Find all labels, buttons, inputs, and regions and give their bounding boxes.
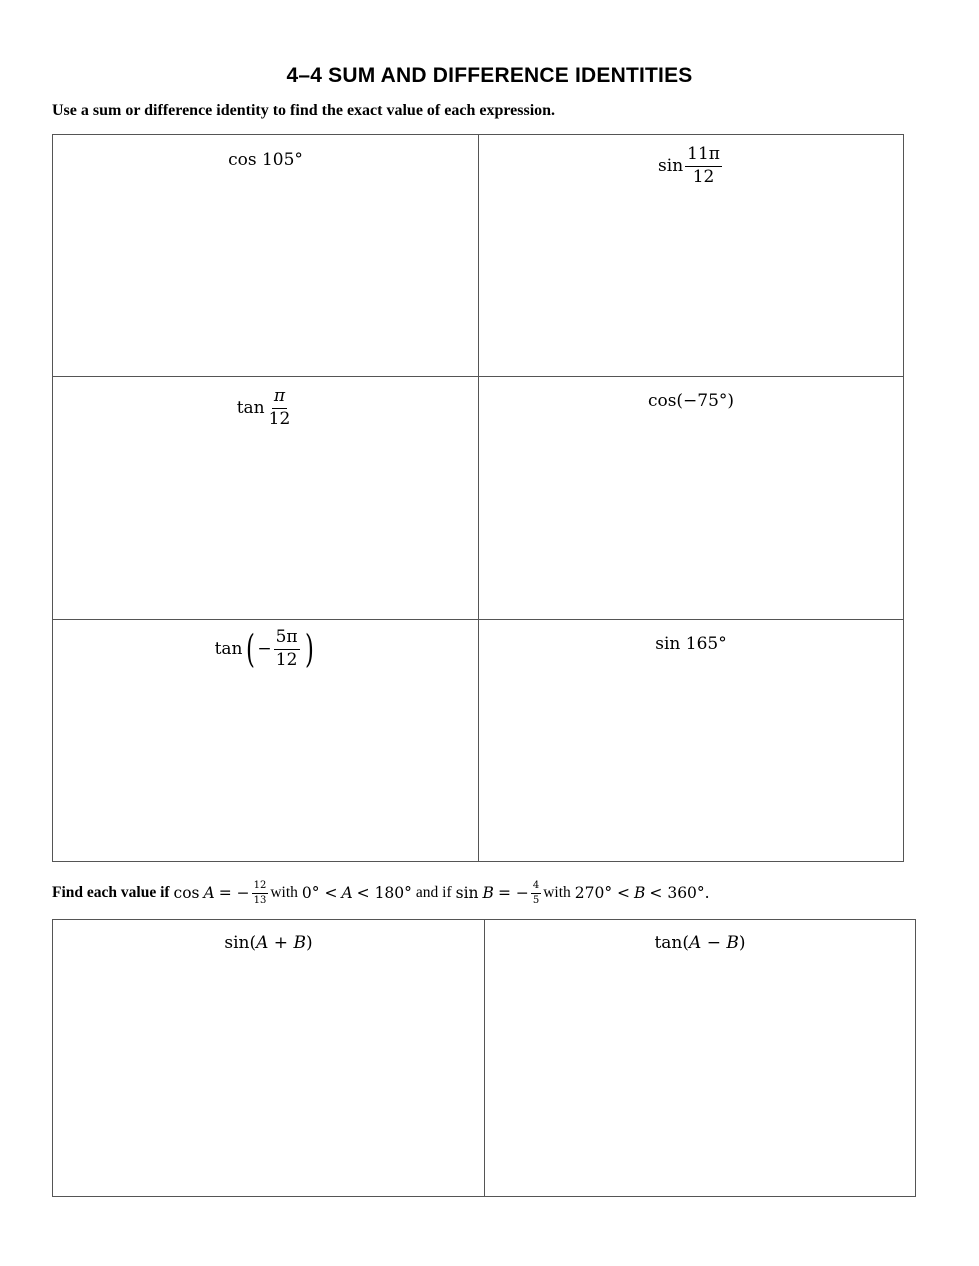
problem-6-arg: 165° <box>685 634 727 654</box>
question-1-close: ) <box>305 933 313 953</box>
question-cell-2[interactable] <box>485 920 916 1197</box>
range-b-right: < 360°. <box>649 884 710 902</box>
problem-5-minus: − <box>257 639 272 660</box>
and-if: and if <box>415 884 452 901</box>
problem-cell-4[interactable] <box>479 377 904 620</box>
range-a-right: < 180° <box>356 884 412 902</box>
var-b-range: B <box>634 884 646 902</box>
problem-1-arg: 105° <box>261 150 303 170</box>
var-a: A <box>203 884 215 902</box>
problem-5-denominator: 12 <box>275 649 298 670</box>
cos-a-lhs: cos <box>173 884 200 902</box>
problem-cell-1[interactable] <box>53 135 479 377</box>
with-2: with <box>543 884 571 901</box>
problem-5-right-paren: ) <box>304 627 314 672</box>
sin-b-denominator: 5 <box>532 894 540 906</box>
problem-6-fn: sin <box>655 634 681 654</box>
sin-b-equals: = − <box>497 884 529 902</box>
cos-a-numerator: 12 <box>252 880 269 894</box>
section-2-lead: Find each value if <box>52 884 170 901</box>
question-2-a: A <box>689 933 702 953</box>
problem-cell-3[interactable] <box>53 377 479 620</box>
problem-1-fn: cos <box>228 150 257 170</box>
question-1-b: B <box>293 933 306 953</box>
problem-cell-6[interactable] <box>479 620 904 862</box>
section-2-prompt <box>52 880 710 906</box>
range-b-left: 270° < <box>574 884 631 902</box>
question-2-b: B <box>726 933 739 953</box>
cos-a-denominator: 13 <box>253 894 267 906</box>
problem-3-fn: tan <box>236 398 265 419</box>
question-2-close: ) <box>738 933 746 953</box>
question-2-fn: tan( <box>654 933 690 953</box>
cos-a-fraction <box>252 880 269 906</box>
page-title: 4–4 SUM AND DIFFERENCE IDENTITIES <box>286 64 693 87</box>
problem-2-fraction <box>685 145 722 187</box>
question-1-fn: sin( <box>224 933 257 953</box>
problem-2-numerator: 11π <box>685 145 722 167</box>
sin-b-lhs: sin <box>455 884 479 902</box>
problem-3-denominator: 12 <box>268 408 291 429</box>
question-1-a: A <box>256 933 269 953</box>
problem-3-fraction <box>267 387 293 429</box>
problem-grid <box>52 134 904 862</box>
question-1-op: + <box>268 933 294 953</box>
sin-b-numerator: 4 <box>531 880 541 894</box>
problem-5-fn: tan <box>214 639 243 660</box>
var-b: B <box>482 884 494 902</box>
var-a-range: A <box>341 884 353 902</box>
question-2-op: − <box>701 933 727 953</box>
problem-5-fraction <box>274 628 300 670</box>
problem-5-left-paren: ( <box>245 627 255 672</box>
cos-a-equals: = − <box>218 884 250 902</box>
sin-b-fraction <box>531 880 541 906</box>
problem-2-denominator: 12 <box>692 166 715 187</box>
problem-cell-2[interactable] <box>479 135 904 377</box>
section-2-grid <box>52 919 916 1197</box>
problem-cell-5[interactable] <box>53 620 479 862</box>
with-1: with <box>270 884 298 901</box>
question-cell-1[interactable] <box>53 920 485 1197</box>
problem-3-numerator: π <box>272 387 287 409</box>
range-a-left: 0° < <box>301 884 338 902</box>
problem-2-fn: sin <box>658 156 684 177</box>
problem-5-numerator: 5π <box>274 628 300 650</box>
instructions: Use a sum or difference identity to find the exact value of each expression. <box>52 102 556 119</box>
problem-4-expression: cos(−75°) <box>647 391 735 411</box>
